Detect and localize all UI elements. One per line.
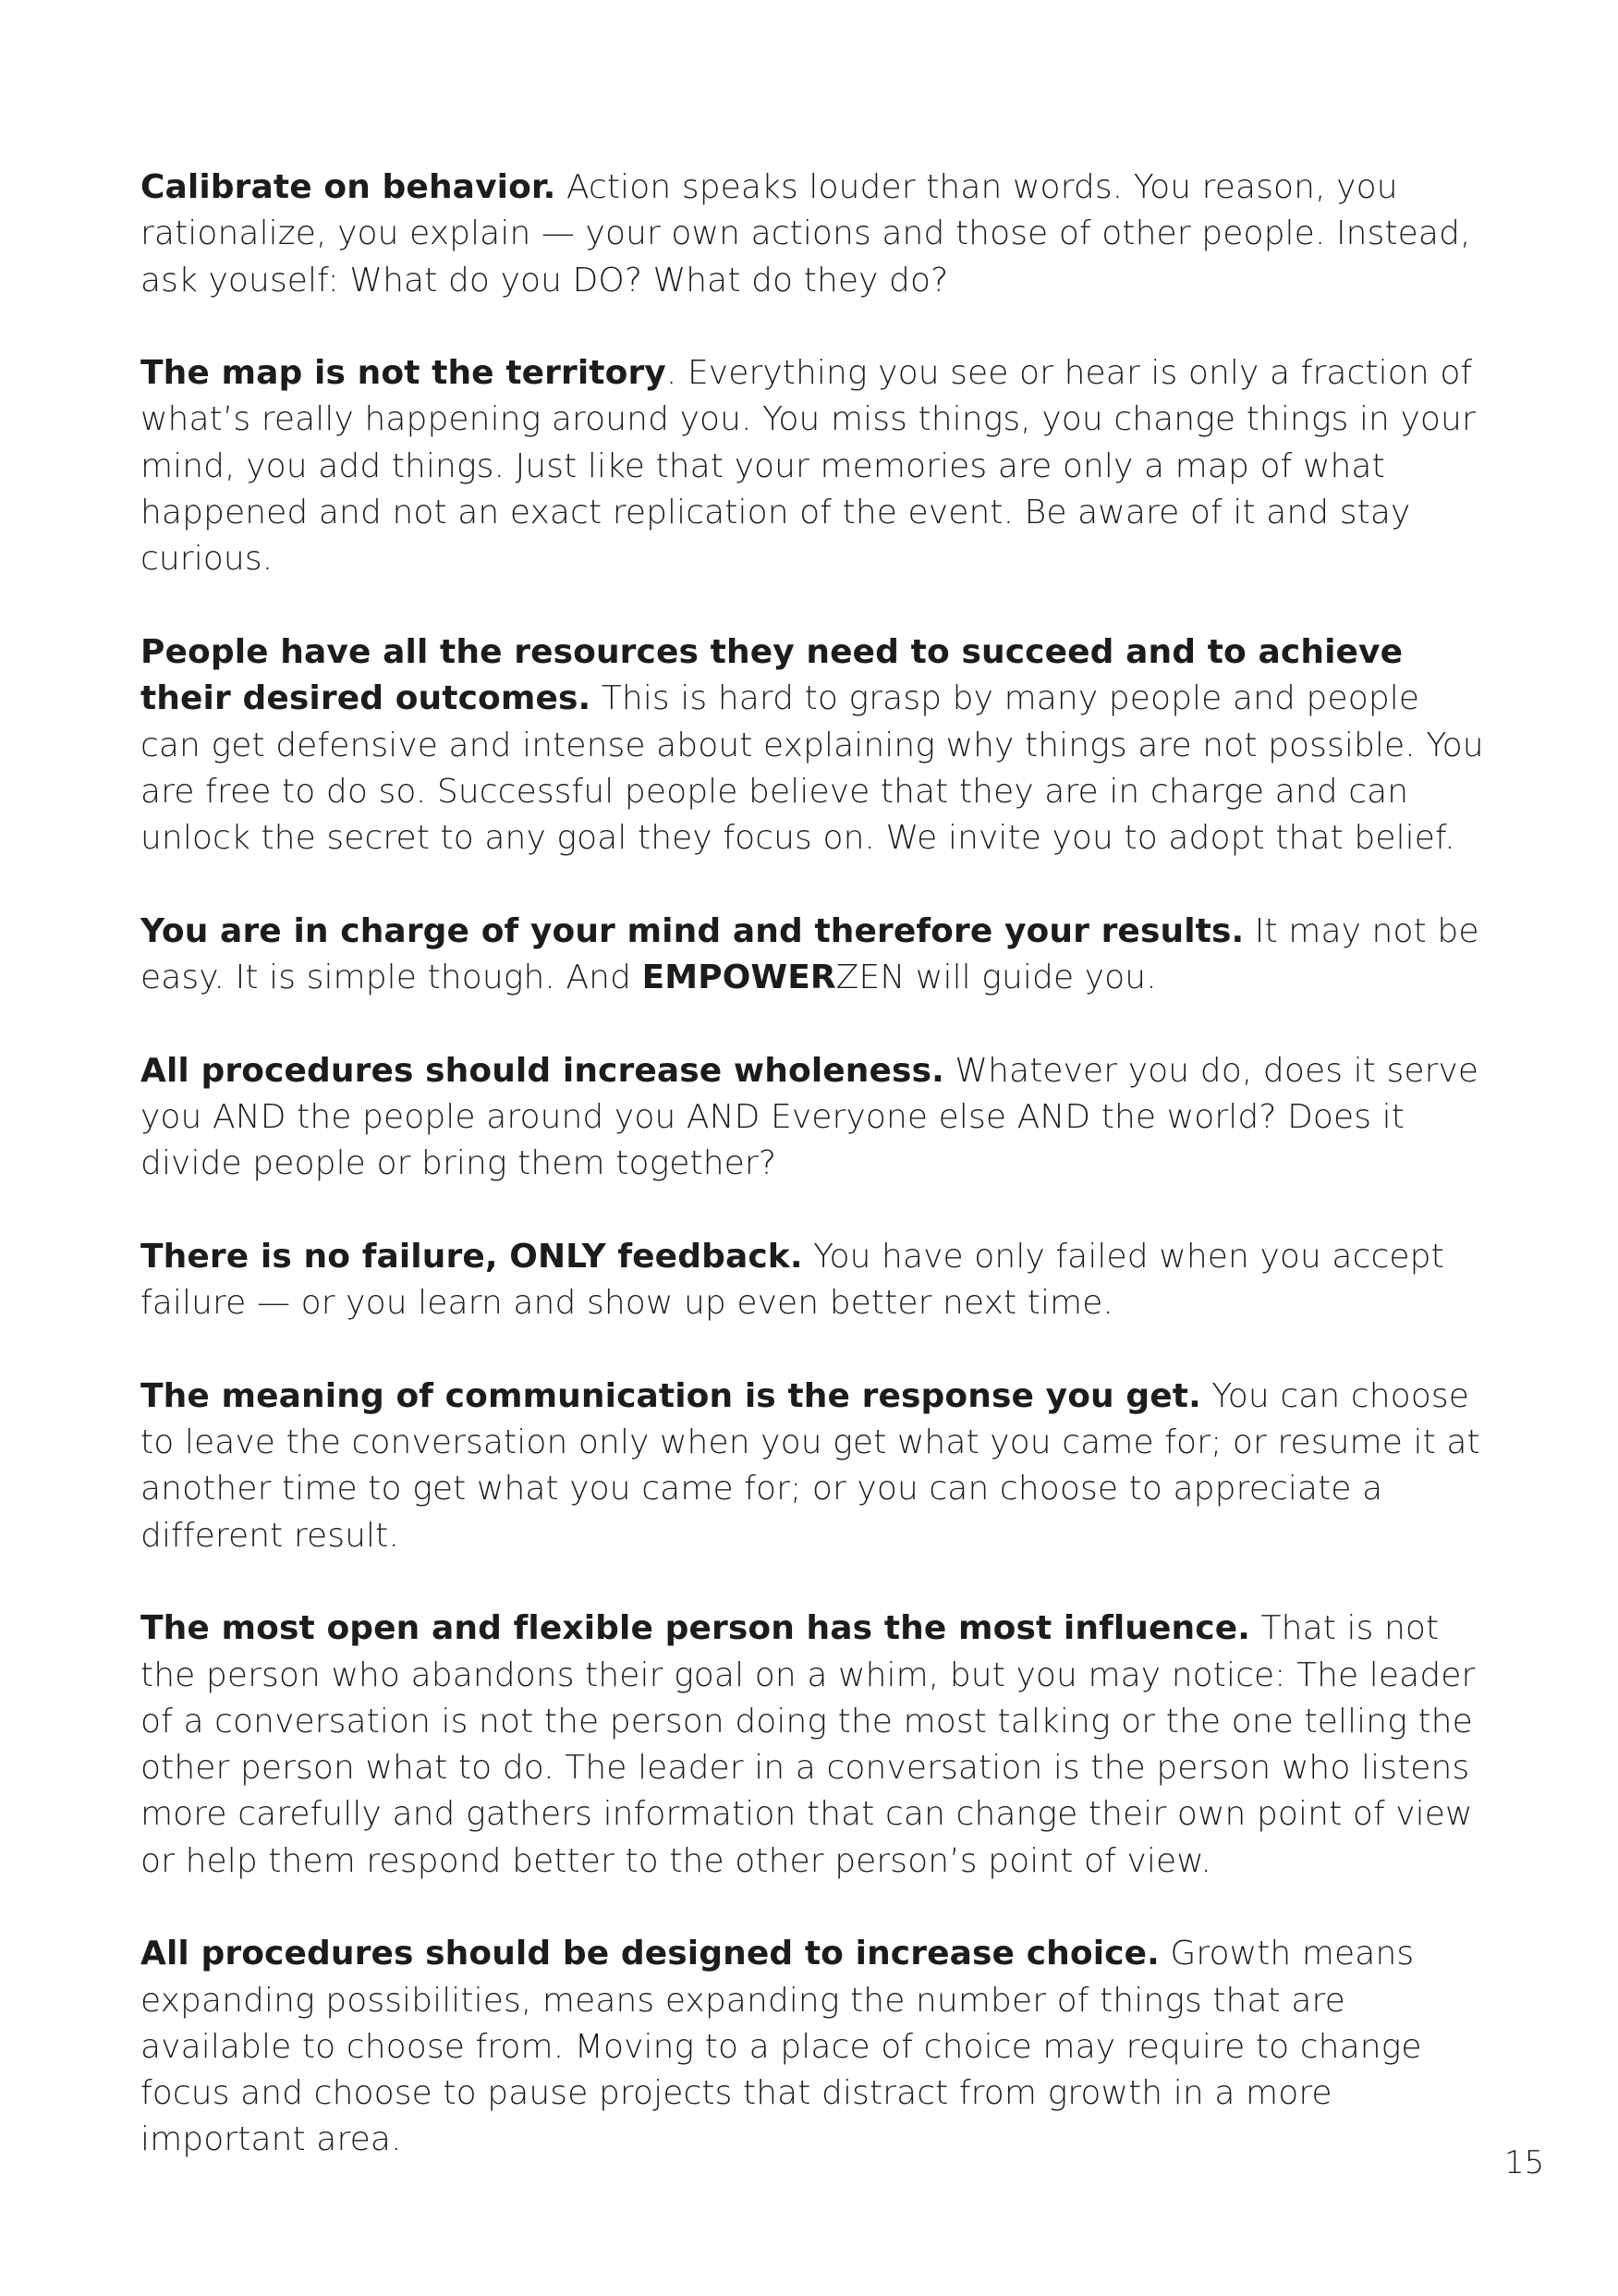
- paragraph-meaning-of-communication: [140, 1374, 1490, 1559]
- paragraph-lead: There is no failure, ONLY feedback.: [140, 1237, 803, 1276]
- paragraph-lead: People have all the resources they need to succeed and to achieve their desired outcomes.: [140, 632, 1404, 718]
- page-number: 15: [1504, 2144, 1545, 2181]
- paragraph-body-end: will guide you.: [905, 959, 1157, 997]
- paragraph-body: It may not be easy. It is simple though. And: [140, 911, 1479, 997]
- paragraph-lead: Calibrate on behavior.: [140, 168, 556, 206]
- paragraph-lead: The meaning of communication is the response you get.: [140, 1376, 1201, 1415]
- paragraph-in-charge-of-mind: [140, 909, 1490, 1002]
- brand-name-light: ZEN: [835, 959, 906, 997]
- paragraph-lead: All procedures should be designed to increase choice.: [140, 1935, 1160, 1973]
- page-content: [140, 165, 1490, 2210]
- paragraph-no-failure: [140, 1234, 1490, 1327]
- paragraph-map-not-territory: [140, 350, 1490, 582]
- paragraph-body: Growth means expanding possibilities, means expanding the number of things that are available to choose from. Moving to a place of choice may require to change focus and choose to pause projects that distract from growth in a more important area.: [140, 1935, 1422, 2159]
- paragraph-people-have-resources: [140, 629, 1490, 861]
- paragraph-increase-choice: [140, 1931, 1490, 2163]
- paragraph-lead: The map is not the territory: [140, 354, 666, 393]
- paragraph-lead: You are in charge of your mind and therefore your results.: [140, 911, 1245, 950]
- paragraph-body: That is not the person who abandons their goal on a whim, but you may notice: The leader of a conversation is not the person doing the most talking or the one telling the other person what to do. The leader in a conversation is the person who listens more carefully and gathers information that can change their own point of view or help them respond better to the other person’s point of view.: [140, 1609, 1476, 1880]
- paragraph-lead: The most open and flexible person has the most influence.: [140, 1609, 1251, 1648]
- paragraph-calibrate-on-behavior: [140, 165, 1490, 304]
- paragraph-body: You have only failed when you accept failure — or you learn and show up even better next time.: [140, 1237, 1444, 1323]
- paragraph-lead: All procedures should increase wholeness.: [140, 1051, 944, 1090]
- paragraph-body: . Everything you see or hear is only a fraction of what’s really happening around you. You miss things, you change things in your mind, you add things. Just like that your memories are only a map of what happened and not an exact replication of the event. Be aware of it and stay curious.: [140, 354, 1476, 579]
- brand-name-strong: EMPOWER: [641, 959, 836, 997]
- paragraph-most-flexible-person: [140, 1606, 1490, 1885]
- paragraph-body: Whatever you do, does it serve you AND the people around you AND Everyone else AND the world? Does it divide people or bring them together?: [140, 1051, 1479, 1183]
- paragraph-body: You can choose to leave the conversation only when you get what you came for; or resume it at another time to get what you came for; or you can choose to appreciate a different result.: [140, 1376, 1480, 1555]
- paragraph-body: Action speaks louder than words. You reason, you rationalize, you explain — your own actions and those of other people. Instead, ask youself: What do you DO? What do they do?: [140, 168, 1471, 299]
- paragraph-increase-wholeness: [140, 1048, 1490, 1188]
- paragraph-body: This is hard to grasp by many people and people can get defensive and intense about explaining why things are not possible. You are free to do so. Successful people believe that they are in charge and can unlock the secret to any goal they focus on. We invite you to adopt that belief.: [140, 679, 1484, 858]
